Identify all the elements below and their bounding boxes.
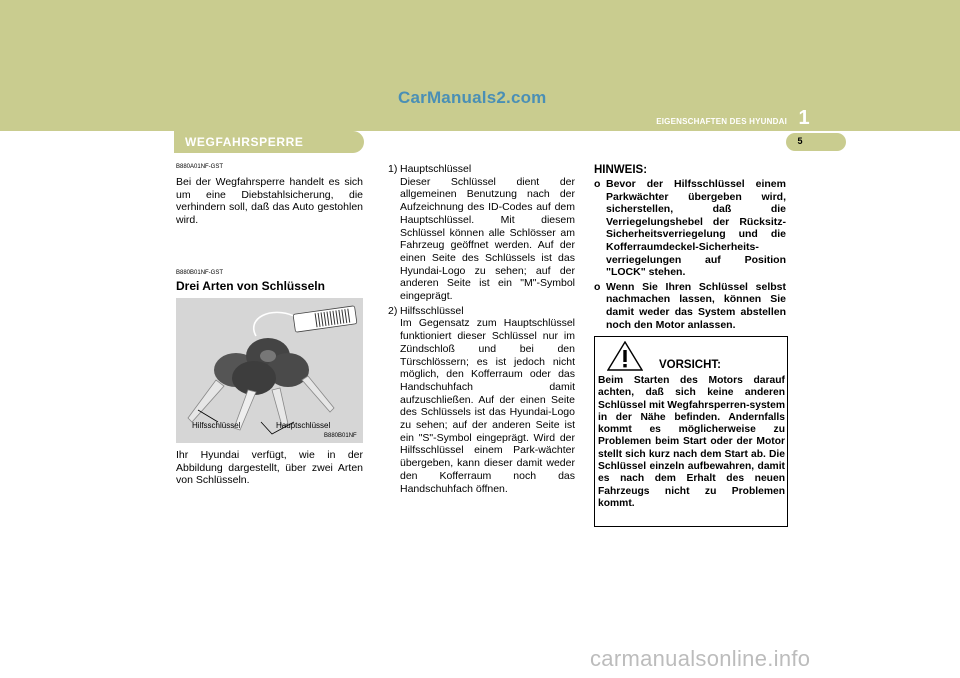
note-text: Bevor der Hilfsschlüssel einem Parkwächter übergeben wird, sicherstellen, daß die Verriegelungshebel der Rücksitz-Sicherheitsverriegelung und die Kofferraumdeckel-Sicherheits-verriegelungen auf Position "LOCK" stehen. bbox=[606, 178, 786, 279]
intro-paragraph: Bei der Wegfahrsperre handelt es sich um eine Diebstahlsicherung, die verhindern soll, daß das Auto gestohlen wird. bbox=[176, 176, 363, 227]
reference-code: B880A01NF-GST bbox=[176, 164, 224, 170]
chapter-number: 1 bbox=[798, 107, 810, 129]
keys-illustration bbox=[176, 298, 363, 443]
note-item bbox=[594, 178, 786, 279]
note-item bbox=[594, 281, 786, 331]
section-title: WEGFAHRSPERRE bbox=[185, 135, 304, 149]
list-marker: 2) bbox=[388, 304, 398, 317]
list-item bbox=[388, 305, 575, 496]
note-marker: o bbox=[594, 178, 601, 190]
note-list bbox=[594, 178, 786, 333]
note-title: HINWEIS: bbox=[594, 164, 648, 176]
header-band bbox=[0, 0, 960, 131]
chapter-title: EIGENSCHAFTEN DES HYUNDAI bbox=[656, 117, 787, 126]
reference-code: B880B01NF-GST bbox=[176, 270, 224, 276]
list-item bbox=[388, 163, 575, 303]
key-types-list bbox=[388, 163, 575, 497]
note-marker: o bbox=[594, 280, 601, 293]
list-item-text: Im Gegensatz zum Hauptschlüssel funktioniert dieser Schlüssel nur im Zündschloß und bei den Türschlössern; es ist jedoch nicht möglich, den Kofferraum oder das Handschuhfach damit aufzuschließen. Auf der einen Seite des Schlüssels ist das Hyundai-Logo zu sehen; auf der anderen Seite ist ein "S"-Symbol eingeprägt. Wird der Hilfsschlüssel einem Park-wächter übergeben, kann dieser damit weder den Kofferraum noch das Handschuhfach öffnen. bbox=[400, 317, 575, 495]
subheading: Drei Arten von Schlüsseln bbox=[176, 279, 325, 293]
list-item-title: Hilfsschlüssel bbox=[400, 304, 464, 317]
warning-box bbox=[594, 336, 788, 527]
figure-label-spare-key: Hilfsschlüssel bbox=[192, 421, 241, 430]
list-item-text: Dieser Schlüssel dient der allgemeinen Benutzung nach der Aufzeichnung des ID-Codes auf dem Hauptschlüssel. Mit diesem Schlüssel können alle Schlösser am Fahrzeug geöffnet werden. Auf der einen Seite des Schlüssels ist das Hyundai-Logo zu sehen; auf der anderen Seite ist ein "M"-Symbol eingeprägt. bbox=[400, 175, 575, 303]
list-item-title: Hauptschlüssel bbox=[400, 163, 472, 175]
list-marker: 1) bbox=[388, 163, 398, 175]
watermark-top[interactable]: CarManuals2.com bbox=[398, 88, 547, 107]
keys-paragraph: Ihr Hyundai verfügt, wie in der Abbildung dargestellt, über zwei Arten von Schlüsseln. bbox=[176, 449, 363, 487]
watermark-bottom[interactable]: carmanualsonline.info bbox=[590, 646, 811, 671]
warning-title: VORSICHT: bbox=[659, 359, 721, 371]
warning-text: Beim Starten des Motors darauf achten, daß sich keine anderen Schlüssel mit Wegfahrsperren-system in der Nähe befinden. Andernfalls kommt es möglicherweise zu Problemen beim Start oder der Motor stellt sich kurz nach dem Start ab. Die Schlüssel einzeln aufbewahren, damit es nach dem Erhalt des neuen Fahrzeugs nicht zu Problemen kommt. bbox=[598, 375, 785, 509]
warning-triangle-icon bbox=[607, 341, 643, 371]
figure-label-master-key: Hauptschlüssel bbox=[276, 421, 331, 430]
note-text: Wenn Sie Ihren Schlüssel selbst nachmachen lassen, können Sie damit weder das System abstellen noch den Motor anlassen. bbox=[606, 280, 786, 331]
page-number: 5 bbox=[797, 136, 803, 146]
figure-code: B880B01NF bbox=[324, 433, 357, 439]
